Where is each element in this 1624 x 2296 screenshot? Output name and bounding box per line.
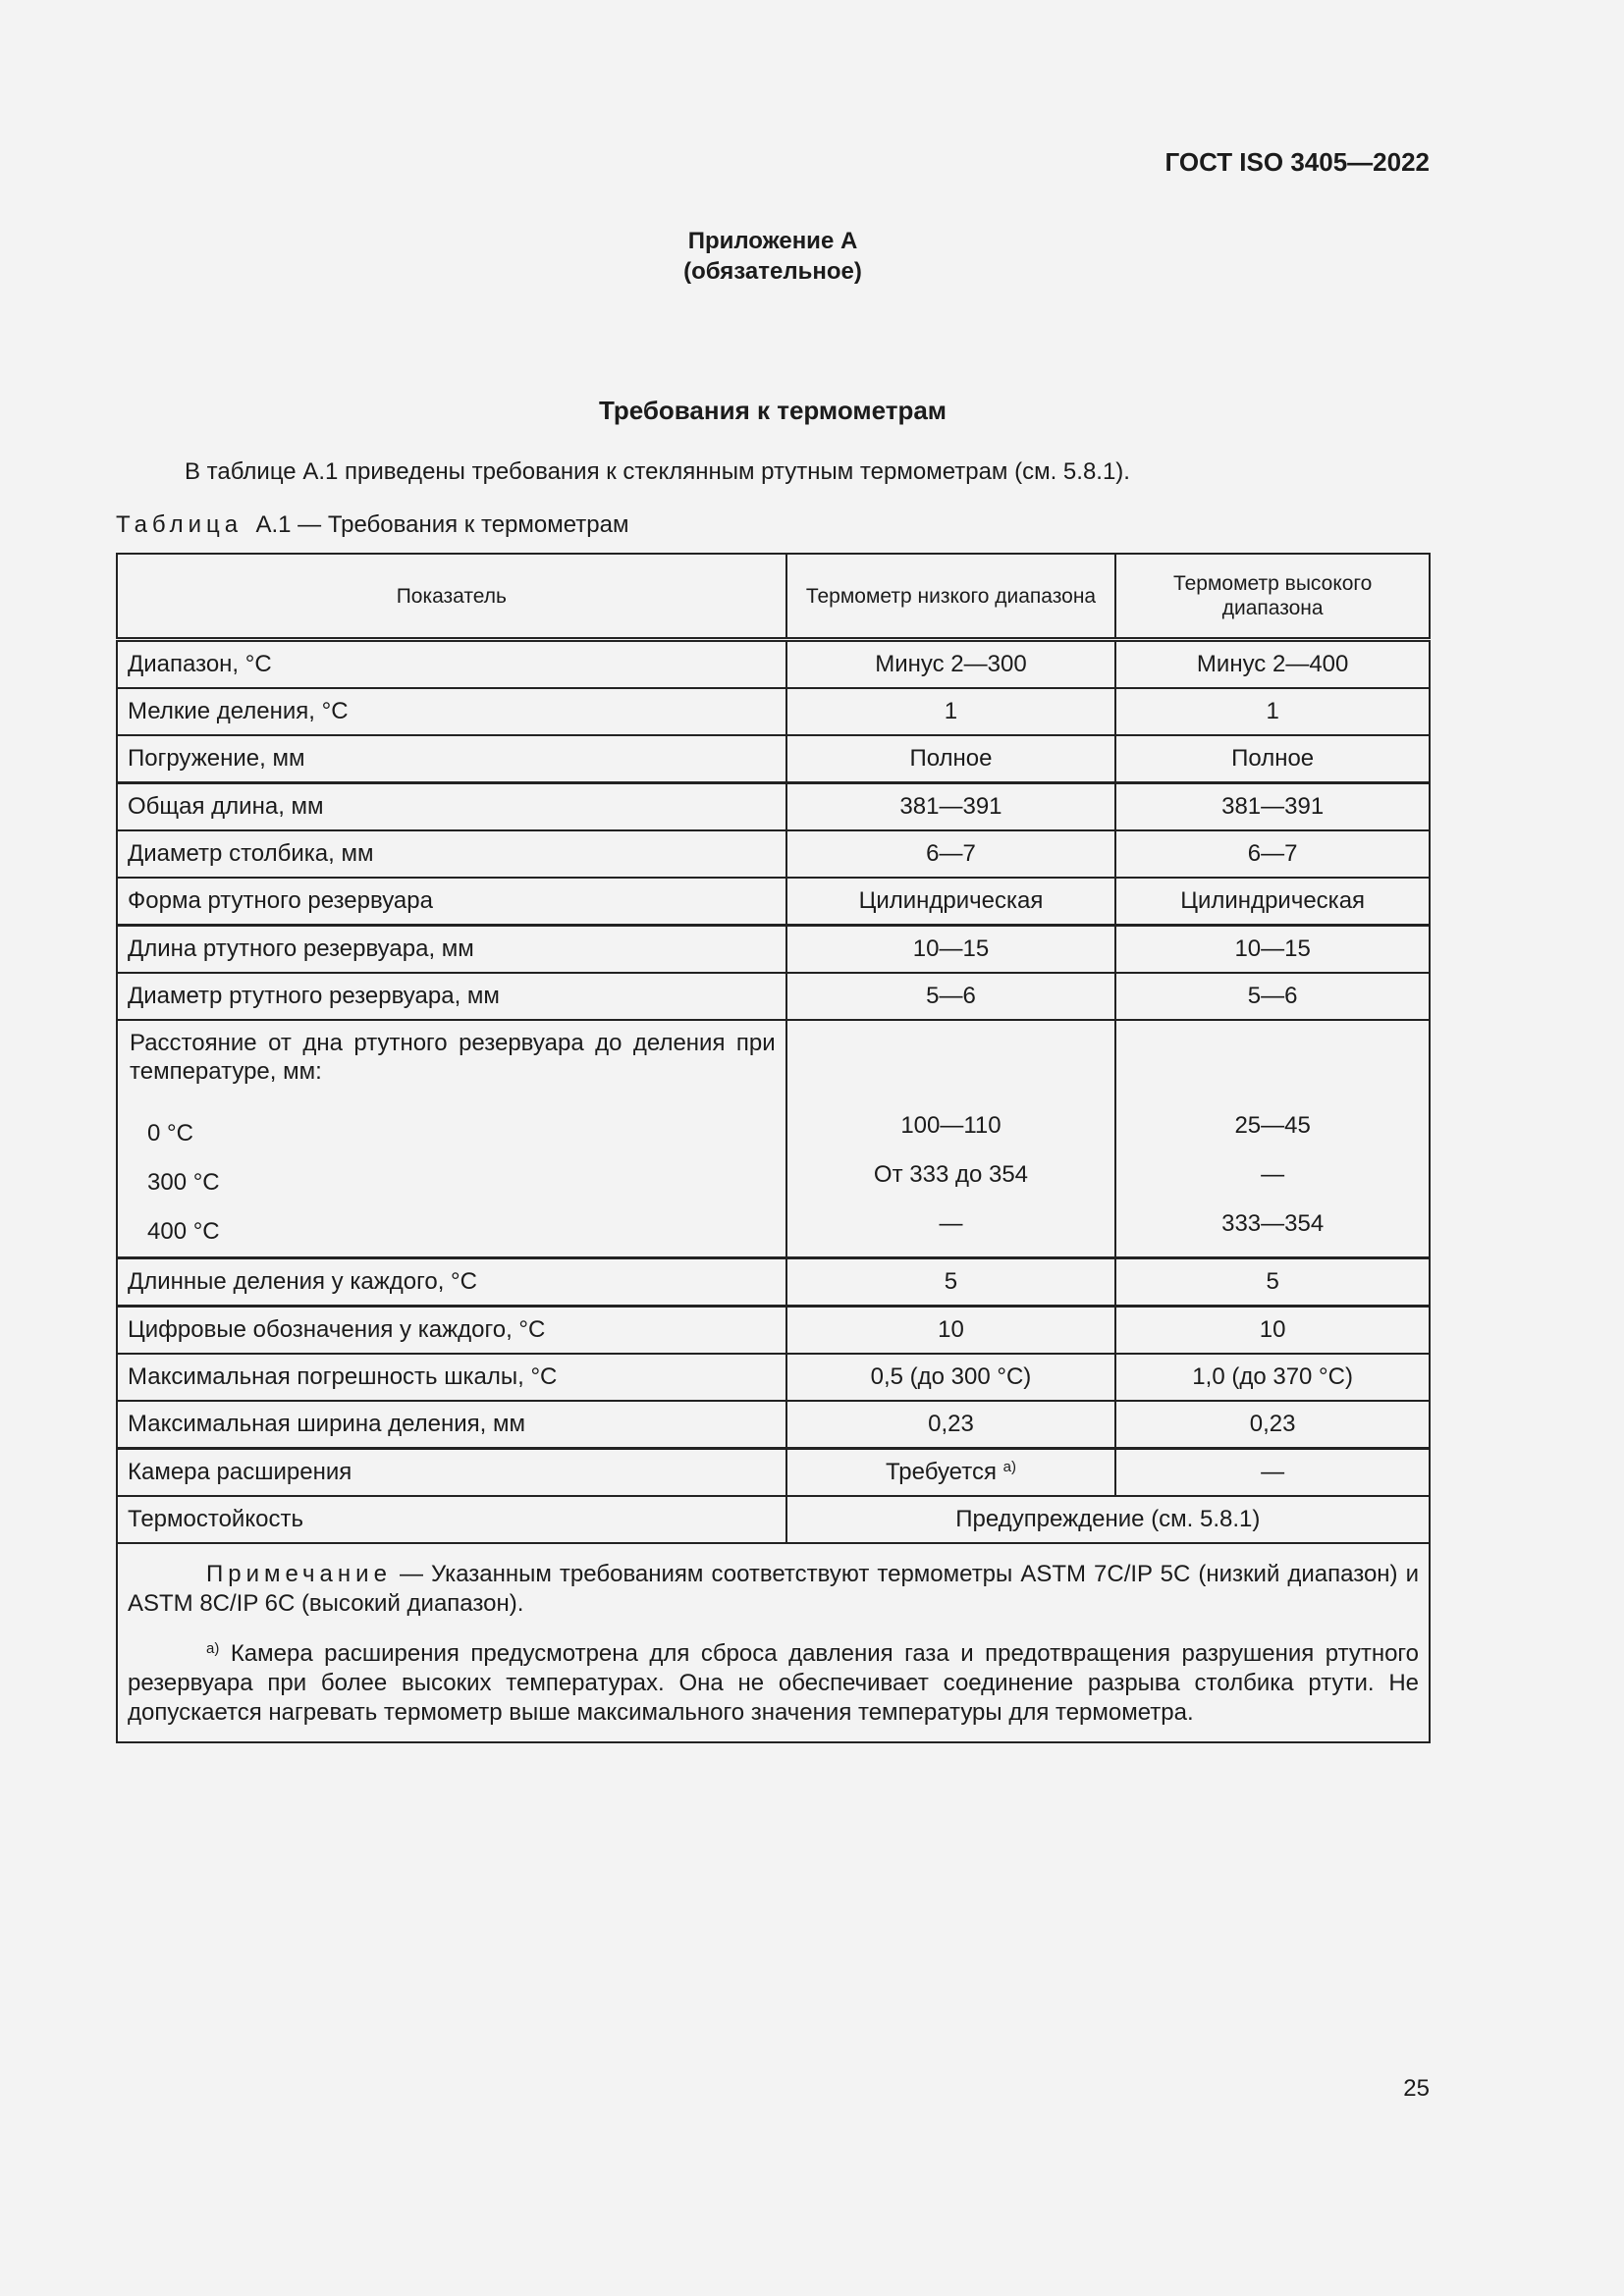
high-value: 381—391 [1115,783,1430,831]
table-header-row [117,554,1430,640]
high-value: 10—15 [1115,926,1430,974]
high-value: 333—354 [1221,1210,1325,1237]
table-row [117,688,1430,735]
high-value: Минус 2—400 [1115,640,1430,689]
requirements-table [116,553,1431,1743]
row-label: Термостойкость [117,1496,786,1543]
row-label: Диапазон, °C [117,640,786,689]
note-word: Примечание [206,1561,392,1587]
low-value: 10—15 [786,926,1116,974]
row-label: Цифровые обозначения у каждого, °C [117,1307,786,1355]
table-caption-text: А.1 — Требования к термометрам [255,511,629,538]
table-row [117,973,1430,1020]
distance-sub-label: 300 °C [147,1169,220,1196]
high-value: 10 [1115,1307,1430,1355]
row-label: Камера расширения [117,1449,786,1497]
low-value: 1 [786,688,1116,735]
low-value: 10 [786,1307,1116,1355]
low-value: Цилиндрическая [786,878,1116,926]
note-text: — Указанным требованиям соответствуют термометры ASTM 7C/IP 5C (низкий диапазон) и ASTM 8C/IP 6C (высокий диапазон). [128,1561,1419,1617]
table-row [117,926,1430,974]
high-value: 0,23 [1115,1401,1430,1449]
low-value: Полное [786,735,1116,783]
table-note [128,1560,1419,1619]
low-value: 6—7 [786,830,1116,878]
header-low-range: Термометр низкого диапазона [786,554,1116,640]
row-label: Мелкие деления, °C [117,688,786,735]
low-value [786,1449,1116,1497]
table-row [117,640,1430,689]
table-row [117,1258,1430,1307]
high-value: — [1115,1449,1430,1497]
table-row [117,1354,1430,1401]
distance-low-cell [786,1020,1116,1258]
document-code: ГОСТ ISO 3405—2022 [1164,147,1430,177]
high-value: 6—7 [1115,830,1430,878]
table-row [117,878,1430,926]
low-value: 5—6 [786,973,1116,1020]
table-row [117,1449,1430,1497]
footnote-marker: а) [1002,1459,1016,1475]
low-value: 5 [786,1258,1116,1307]
distance-high-cell [1115,1020,1430,1258]
row-label: Общая длина, мм [117,783,786,831]
annex-title: Приложение А [687,228,858,254]
table-footnote [128,1634,1419,1728]
table-row [117,1307,1430,1355]
row-label: Длинные деления у каждого, °C [117,1258,786,1307]
annex-status: (обязательное) [683,258,862,285]
table-row [117,1496,1430,1543]
distance-label: Расстояние от дна ртутного резервуара до деления при температуре, мм: [130,1030,776,1085]
distance-label-cell [117,1020,786,1258]
header-parameter: Показатель [117,554,786,640]
page-number: 25 [1403,2075,1430,2102]
row-label: Максимальная погрешность шкалы, °C [117,1354,786,1401]
high-value: 25—45 [1234,1112,1311,1139]
table-caption-prefix: Таблица [116,511,244,538]
footnote-text: Камера расширения предусмотрена для сброса давления газа и предотвращения разрушения ртутного резервуара при более высоких температурах. Она не обеспечивает соединение разрыва столбика ртути. Не допускается нагревать термометр выше максимального значения температуры для термометра. [128,1640,1419,1726]
annex-heading [0,226,1545,287]
distance-sub-label: 0 °C [147,1120,193,1147]
high-value: 1 [1115,688,1430,735]
table-row [117,830,1430,878]
distance-sub-label: 400 °C [147,1218,220,1245]
low-value: 0,23 [786,1401,1116,1449]
row-label: Погружение, мм [117,735,786,783]
chamber-low-text: Требуется [885,1459,997,1485]
low-value: От 333 до 354 [873,1161,1029,1188]
table-row [117,1401,1430,1449]
notes-cell [117,1543,1430,1742]
high-value: 5—6 [1115,973,1430,1020]
high-value: Полное [1115,735,1430,783]
low-value: 0,5 (до 300 °C) [786,1354,1116,1401]
low-value: — [939,1210,963,1237]
row-label: Диаметр столбика, мм [117,830,786,878]
row-label: Форма ртутного резервуара [117,878,786,926]
footnote-mark: а) [206,1640,220,1657]
row-label: Максимальная ширина деления, мм [117,1401,786,1449]
row-label: Длина ртутного резервуара, мм [117,926,786,974]
high-value: 5 [1115,1258,1430,1307]
high-value: Цилиндрическая [1115,878,1430,926]
table-row [117,783,1430,831]
low-value: 100—110 [900,1112,1001,1139]
high-value: 1,0 (до 370 °C) [1115,1354,1430,1401]
distance-row [117,1020,1430,1258]
table-caption [116,511,628,539]
section-title: Требования к термометрам [598,396,947,425]
table-row [117,735,1430,783]
intro-paragraph: В таблице А.1 приведены требования к стеклянным ртутным термометрам (см. 5.8.1). [185,458,1130,485]
row-label: Диаметр ртутного резервуара, мм [117,973,786,1020]
header-high-range: Термометр высокого диапазона [1115,554,1430,640]
notes-row [117,1543,1430,1742]
low-value: 381—391 [786,783,1116,831]
merged-value: Предупреждение (см. 5.8.1) [786,1496,1430,1543]
high-value: — [1261,1161,1285,1188]
low-value: Минус 2—300 [786,640,1116,689]
